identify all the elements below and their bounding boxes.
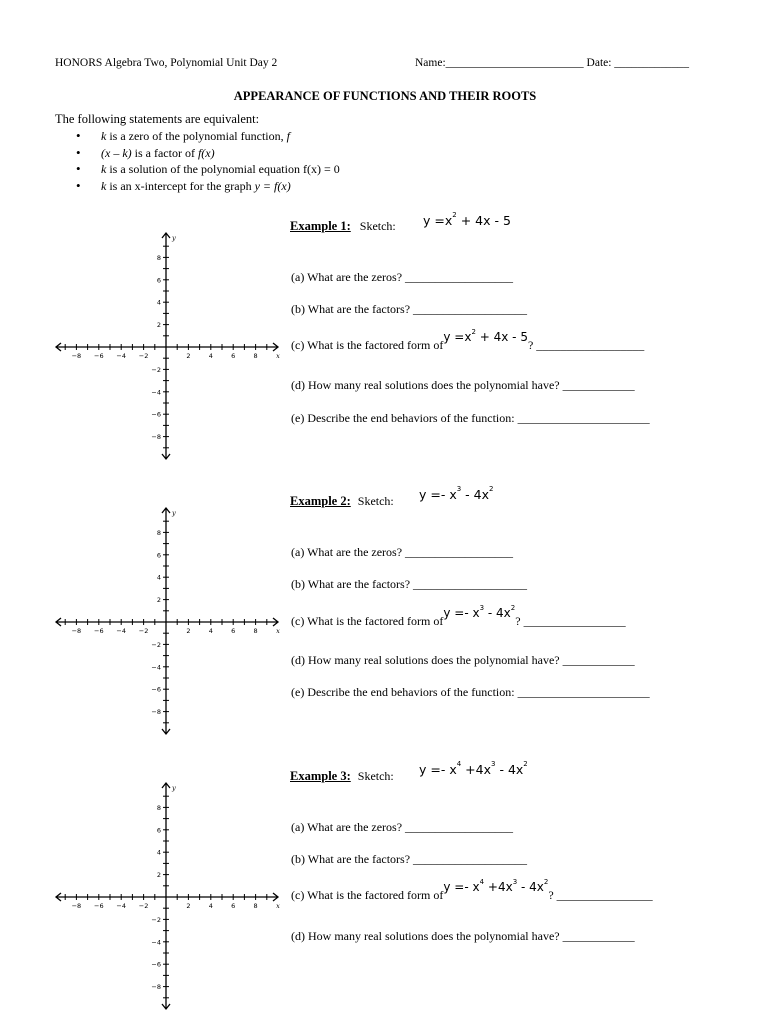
question-c[interactable]: (c) What is the factored form ofy =- $x^4 +4x^3 - 4x^2$? ________________ — [291, 878, 653, 902]
example-1-heading — [290, 219, 396, 234]
list-item: • k is a zero of the polynomial function, f — [55, 128, 340, 145]
question-c[interactable]: (c) What is the factored form ofy =- $x^3 - 4x^2$? _________________ — [291, 604, 626, 628]
x-axis-label: x — [276, 902, 280, 910]
x-tick-label: −8 — [71, 902, 82, 910]
y-axis-label: y — [172, 509, 176, 517]
example-label: Example 3: — [290, 769, 351, 783]
x-tick-label: 6 — [231, 352, 236, 360]
question-a[interactable]: (a) What are the zeros? __________________ — [291, 270, 514, 284]
y-tick-label: 2 — [156, 321, 161, 330]
question-e[interactable]: (e) Describe the end behaviors of the function: ______________________ — [291, 411, 650, 425]
example-2-heading — [290, 494, 394, 509]
example-1-equation: $y =x^2 + 4x - 5$ — [423, 211, 511, 228]
equivalence-list — [55, 128, 340, 194]
y-tick-label: −4 — [151, 388, 161, 397]
x-tick-label: 4 — [208, 902, 213, 910]
y-tick-label: −4 — [151, 938, 161, 947]
y-tick-label: −8 — [151, 708, 161, 717]
y-tick-label: 6 — [156, 551, 161, 560]
y-tick-label: −2 — [151, 365, 161, 374]
y-tick-label: 8 — [156, 803, 161, 812]
x-tick-label: −2 — [138, 902, 149, 910]
y-tick-label: −2 — [151, 640, 161, 649]
example-3-equation: $y =- x^4 +4x^3 - 4x^2$ — [419, 760, 528, 777]
question-b[interactable]: (b) What are the factors? ___________________ — [291, 577, 528, 591]
y-tick-label: −6 — [151, 685, 161, 694]
course-header: HONORS Algebra Two, Polynomial Unit Day 2 — [55, 57, 278, 69]
intro-lead: The following statements are equivalent: — [55, 112, 260, 126]
question-e[interactable]: (e) Describe the end behaviors of the function: ______________________ — [291, 685, 650, 699]
x-tick-label: 4 — [208, 352, 213, 360]
x-tick-label: −2 — [138, 352, 149, 360]
y-tick-label: −6 — [151, 410, 161, 419]
x-tick-label: −6 — [94, 352, 104, 360]
x-tick-label: −8 — [71, 352, 82, 360]
x-axis-label: x — [276, 352, 280, 360]
x-tick-label: 6 — [231, 902, 236, 910]
example-3-heading — [290, 769, 394, 784]
x-tick-label: −4 — [116, 902, 126, 910]
example-2-equation: $y =- x^3 - 4x^2$ — [419, 485, 494, 502]
y-tick-label: −8 — [151, 433, 161, 442]
page-title: APPEARANCE OF FUNCTIONS AND THEIR ROOTS — [233, 89, 537, 103]
x-tick-label: −6 — [94, 902, 104, 910]
question-c[interactable]: (c) What is the factored form ofy $=x^2 + 4x - 5$? __________________ — [291, 328, 645, 352]
inline-equation: $y =x^2 + 4x - 5$ — [443, 328, 528, 344]
question-a[interactable]: (a) What are the zeros? __________________ — [291, 820, 514, 834]
y-tick-label: −2 — [151, 915, 161, 924]
y-tick-label: 4 — [156, 298, 161, 307]
inline-equation: $y =- x^3 - 4x^2$ — [443, 604, 516, 620]
axes-svg — [53, 505, 281, 737]
y-tick-label: 2 — [156, 596, 161, 605]
y-tick-label: 4 — [156, 848, 161, 857]
list-item: • (x – k) is a factor of f(x) — [55, 145, 340, 162]
x-tick-label: 2 — [186, 902, 191, 910]
sketch-label: Sketch: — [357, 769, 394, 783]
y-axis-label: y — [172, 784, 176, 792]
x-axis-label: x — [276, 627, 280, 635]
x-tick-label: 2 — [186, 627, 191, 635]
question-a[interactable]: (a) What are the zeros? __________________ — [291, 545, 514, 559]
y-tick-label: 4 — [156, 573, 161, 582]
y-tick-label: −6 — [151, 960, 161, 969]
x-tick-label: 8 — [253, 627, 258, 635]
question-d[interactable]: (d) How many real solutions does the polynomial have? ____________ — [291, 929, 635, 943]
axes-svg — [53, 780, 281, 1012]
y-tick-label: −4 — [151, 663, 161, 672]
coordinate-grid-3[interactable] — [53, 780, 281, 1012]
example-label: Example 1: — [290, 219, 351, 233]
x-tick-label: −4 — [116, 352, 126, 360]
inline-equation: $y =- x^4 +4x^3 - 4x^2$ — [443, 878, 549, 894]
y-tick-label: −8 — [151, 983, 161, 992]
list-item: • k is an x-intercept for the graph y = f(x) — [55, 178, 340, 195]
sketch-label: Sketch: — [357, 494, 394, 508]
x-tick-label: −2 — [138, 627, 149, 635]
y-axis-label: y — [172, 234, 176, 242]
name-date-line: Name:________________________ Date: _____________ — [415, 57, 690, 69]
x-tick-label: −6 — [94, 627, 104, 635]
y-tick-label: 8 — [156, 528, 161, 537]
x-tick-label: 6 — [231, 627, 236, 635]
question-b[interactable]: (b) What are the factors? ___________________ — [291, 852, 528, 866]
x-tick-label: 2 — [186, 352, 191, 360]
x-tick-label: −8 — [71, 627, 82, 635]
coordinate-grid-1[interactable] — [53, 230, 281, 462]
y-tick-label: 6 — [156, 826, 161, 835]
sketch-label: Sketch: — [359, 219, 396, 233]
list-item: • k is a solution of the polynomial equation f(x) = 0 — [55, 161, 340, 178]
y-tick-label: 8 — [156, 253, 161, 262]
example-label: Example 2: — [290, 494, 351, 508]
x-tick-label: 8 — [253, 352, 258, 360]
y-tick-label: 2 — [156, 871, 161, 880]
question-d[interactable]: (d) How many real solutions does the polynomial have? ____________ — [291, 653, 635, 667]
question-d[interactable]: (d) How many real solutions does the polynomial have? ____________ — [291, 378, 635, 392]
x-tick-label: 4 — [208, 627, 213, 635]
question-b[interactable]: (b) What are the factors? ___________________ — [291, 302, 528, 316]
x-tick-label: 8 — [253, 902, 258, 910]
y-tick-label: 6 — [156, 276, 161, 285]
coordinate-grid-2[interactable] — [53, 505, 281, 737]
axes-svg — [53, 230, 281, 462]
x-tick-label: −4 — [116, 627, 126, 635]
